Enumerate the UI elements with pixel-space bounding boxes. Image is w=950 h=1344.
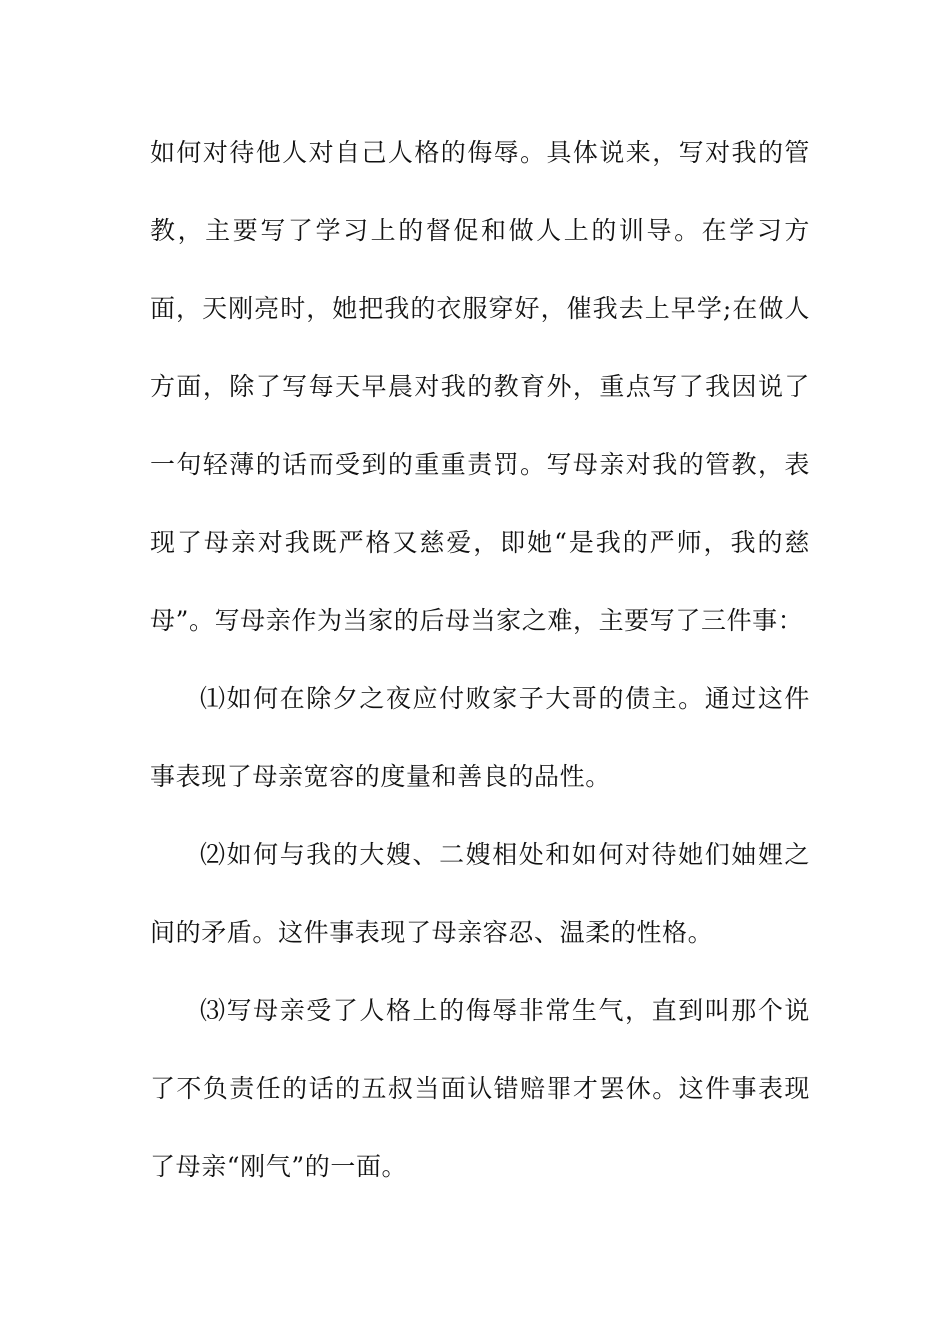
paragraph-3: ⑵如何与我的大嫂、二嫂相处和如何对待她们妯娌之间的矛盾。这件事表现了母亲容忍、温柔的性格。 (150, 840, 810, 947)
paragraph-4: ⑶写母亲受了人格上的侮辱非常生气，直到叫那个说了不负责任的话的五叔当面认错赔罪才罢休。这件事表现了母亲“刚气”的一面。 (150, 996, 810, 1181)
paragraph-1: 如何对待他人对自己人格的侮辱。具体说来，写对我的管教，主要写了学习上的督促和做人上的训导。在学习方面，天刚亮时，她把我的衣服穿好，催我去上早学;在做人方面，除了写每天早晨对我的教育外，重点写了我因说了一句轻薄的话而受到的重重责罚。写母亲对我的管教，表现了母亲对我既严格又慈爱，即她“是我的严师，我的慈母”。写母亲作为当家的后母当家之难，主要写了三件事： (150, 138, 810, 635)
paragraph-2: ⑴如何在除夕之夜应付败家子大哥的债主。通过这件事表现了母亲宽容的度量和善良的品性。 (150, 684, 810, 791)
document-body (150, 114, 810, 1206)
